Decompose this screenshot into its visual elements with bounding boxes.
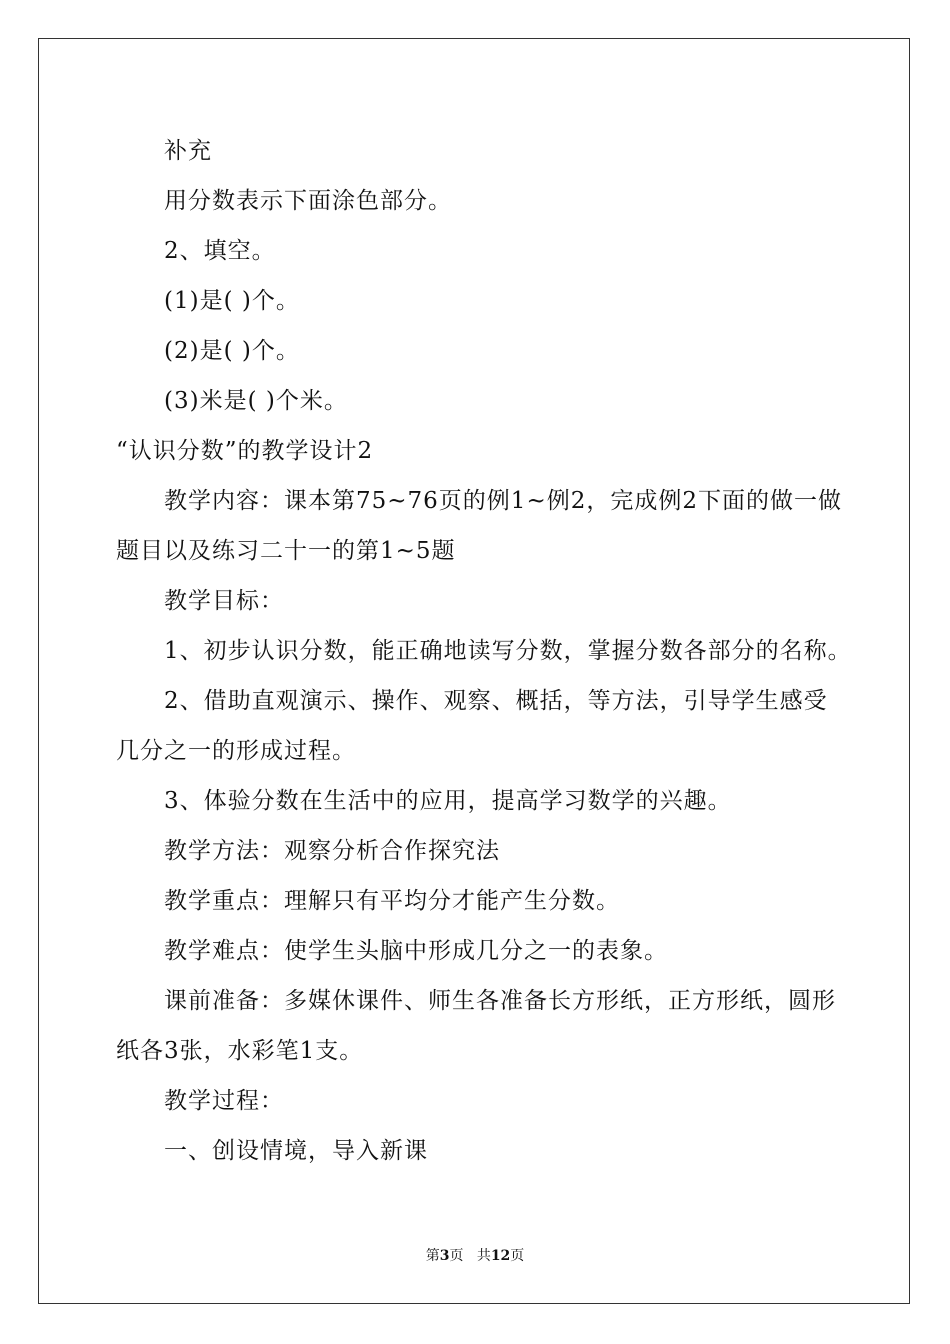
text-line: 几分之一的形成过程。 <box>116 738 356 764</box>
footer-page-prefix: 第 <box>425 1248 440 1264</box>
footer-page-current: 3 <box>439 1248 450 1264</box>
text-line: 一、创设情境，导入新课 <box>164 1138 428 1164</box>
page-footer <box>0 1246 950 1266</box>
text-line: 题目以及练习二十一的第1~5题 <box>116 538 456 564</box>
text-line: 教学过程： <box>164 1088 284 1114</box>
text-line: 纸各3张，水彩笔1支。 <box>116 1038 364 1064</box>
footer-page-total: 12 <box>490 1248 511 1264</box>
footer-total-prefix: 共 <box>476 1248 491 1264</box>
text-line: 补充 <box>164 138 212 164</box>
text-line: 教学内容：课本第75~76页的例1~例2，完成例2下面的做一做 <box>164 488 842 514</box>
text-line: 3、体验分数在生活中的应用，提高学习数学的兴趣。 <box>164 788 732 814</box>
text-line: 教学难点：使学生头脑中形成几分之一的表象。 <box>164 938 668 964</box>
section-heading: “认识分数”的教学设计2 <box>116 438 374 464</box>
text-line: 教学目标： <box>164 588 284 614</box>
text-line: 用分数表示下面涂色部分。 <box>164 188 452 214</box>
text-line: 1、初步认识分数，能正确地读写分数，掌握分数各部分的名称。 <box>164 638 852 664</box>
text-line: 课前准备：多媒休课件、师生各准备长方形纸，正方形纸，圆形 <box>164 988 836 1014</box>
text-line: 教学方法：观察分析合作探究法 <box>164 838 500 864</box>
text-line: (1)是( )个。 <box>164 288 300 314</box>
footer-total-unit: 页 <box>510 1248 525 1264</box>
text-line: (3)米是( )个米。 <box>164 388 348 414</box>
text-line: (2)是( )个。 <box>164 338 300 364</box>
footer-page-unit: 页 <box>449 1248 464 1264</box>
text-line: 教学重点：理解只有平均分才能产生分数。 <box>164 888 620 914</box>
text-line: 2、填空。 <box>164 238 276 264</box>
text-line: 2、借助直观演示、操作、观察、概括，等方法，引导学生感受 <box>164 688 828 714</box>
